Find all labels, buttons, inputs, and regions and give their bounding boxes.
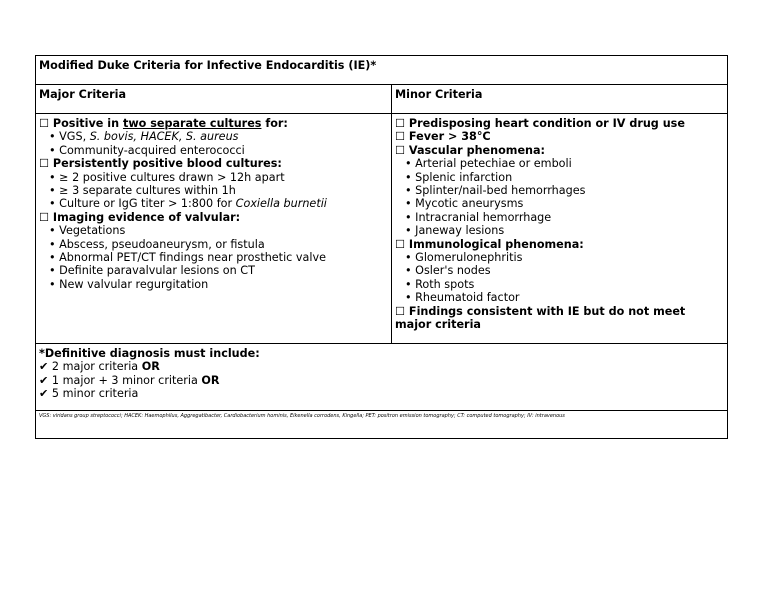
list-item: • Intracranial hemorrhage <box>405 210 552 224</box>
list-item: • Splinter/nail-bed hemorrhages <box>405 184 586 198</box>
underlined-text: two separate cultures <box>122 117 262 130</box>
major-criteria-list <box>36 114 392 343</box>
list-item: • Mycotic aneurysms <box>405 197 524 211</box>
list-item <box>39 197 388 210</box>
list-item: • Arterial petechiae or emboli <box>405 157 572 171</box>
minor-criterion-vascular: ☐ Vascular phenomena: <box>395 143 546 157</box>
diagnosis-rule <box>39 374 724 387</box>
criteria-table <box>35 55 728 439</box>
list-item: • ≥ 3 separate cultures within 1h <box>49 184 236 198</box>
rule-connector: OR <box>201 373 220 387</box>
item-text: • Culture or IgG titer > 1:800 for <box>49 197 236 211</box>
diagnosis-rule: ✔ 5 minor criteria <box>39 387 139 401</box>
minor-criterion-predisposing: ☐ Predisposing heart condition or IV drug use <box>395 117 685 130</box>
list-item: • Janeway lesions <box>405 224 505 238</box>
minor-criteria-header: Minor Criteria <box>395 88 483 101</box>
criterion-text: ☐ Positive in <box>39 117 123 130</box>
list-item: • Roth spots <box>405 277 475 291</box>
major-criterion-imaging: ☐ Imaging evidence of valvular: <box>39 210 241 224</box>
item-text: • VGS, <box>49 130 90 144</box>
criterion-text: for: <box>261 117 288 130</box>
list-item: • Abnormal PET/CT findings near prosthetic valve <box>49 251 326 265</box>
major-criterion-cultures <box>39 117 388 130</box>
list-item: • Definite paravalvular lesions on CT <box>49 264 255 278</box>
list-item: • ≥ 2 positive cultures drawn > 12h apart <box>49 170 285 184</box>
list-item: • Glomerulonephritis <box>405 251 523 265</box>
rule-text: ✔ 2 major criteria <box>39 360 142 374</box>
list-item: • Splenic infarction <box>405 170 513 184</box>
list-item: • New valvular regurgitation <box>49 277 209 291</box>
column-header-row <box>36 84 727 113</box>
minor-criterion-fever: ☐ Fever > 38°C <box>395 130 491 144</box>
list-item: • Osler's nodes <box>405 264 491 278</box>
list-item: • Abscess, pseudoaneurysm, or fistula <box>49 237 265 251</box>
major-criterion-persistent: ☐ Persistently positive blood cultures: <box>39 157 282 171</box>
diagnosis-heading: *Definitive diagnosis must include: <box>39 347 260 360</box>
criteria-body-row <box>36 113 727 343</box>
minor-criterion-immunological: ☐ Immunological phenomena: <box>395 237 584 251</box>
organism-name: Coxiella burnetii <box>235 197 327 211</box>
rule-connector: OR <box>141 360 160 374</box>
list-item: • Vegetations <box>49 224 126 238</box>
organism-names: S. bovis, HACEK, S. aureus <box>89 130 239 144</box>
list-item: • Community-acquired enterococci <box>49 143 245 157</box>
minor-criterion-findings: ☐ Findings consistent with IE but do not meet major criteria <box>395 304 686 332</box>
abbreviations-footnote: VGS: viridans group streptococci; HACEK: Haemophilus, Aggregatibacter, Cardiobacterium hominis, Eikenella corrodens, Kingella; PET: positron emission tomography; CT: computed tomography; IV: intravenous <box>36 410 727 438</box>
rule-text: ✔ 1 major + 3 minor criteria <box>39 373 202 387</box>
table-title: Modified Duke Criteria for Infective Endocarditis (IE)* <box>39 59 377 72</box>
major-criteria-header: Major Criteria <box>36 85 392 113</box>
minor-criteria-list <box>392 114 727 343</box>
diagnosis-rule <box>39 360 724 373</box>
list-item: • Rheumatoid factor <box>405 291 520 305</box>
list-item <box>39 130 388 143</box>
diagnosis-section <box>36 343 727 410</box>
